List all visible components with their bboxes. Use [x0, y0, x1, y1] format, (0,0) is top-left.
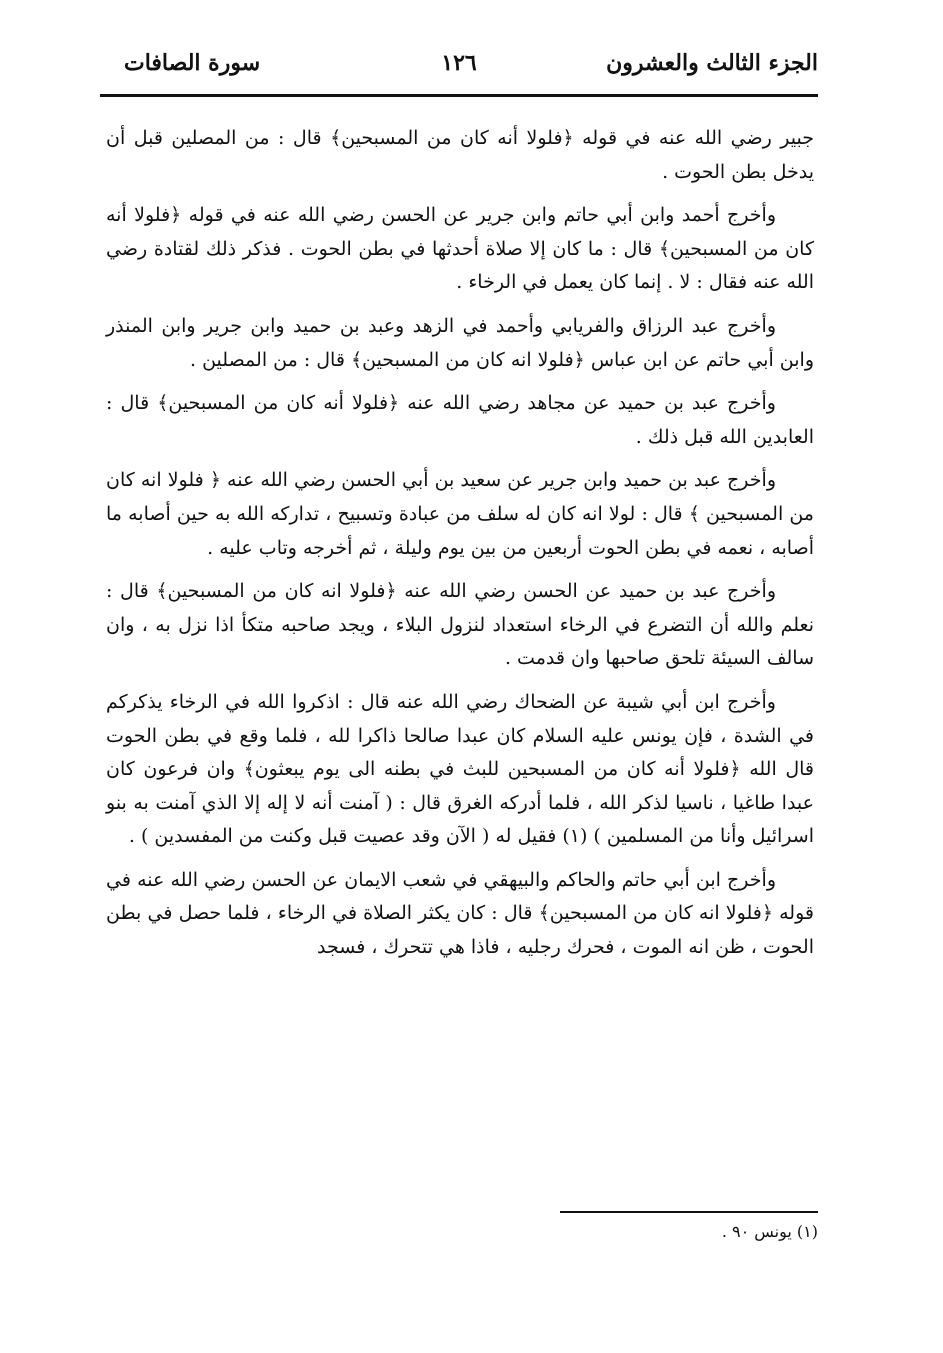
- surah-title: سورة الصافات: [124, 50, 261, 76]
- header-divider: [100, 94, 818, 97]
- page-header: [100, 42, 818, 90]
- paragraph: وأخرج ابن أبي شيبة عن الضحاك رضي الله عنه قال : اذكروا الله في الرخاء يذكركم في الشدة ، فإن يونس عليه السلام كان عبدا صالحا ذاكرا لله ، فلما وقع في بطن الحوت قال الله ﴿فلولا أنه كان من المسبحين للبث في بطنه الى يوم يبعثون﴾ وان فرعون كان عبدا طاغيا ، ناسيا لذكر الله ، فلما أدركه الغرق قال : ( آمنت أنه لا إله إلا الذي آمنت به بنو اسرائيل وأنا من المسلمين ) (١) فقيل له ( الآن وقد عصيت قبل وكنت من المفسدين ) .: [106, 690, 814, 848]
- paragraph: وأخرج عبد بن حميد عن الحسن رضي الله عنه ﴿فلولا انه كان من المسبحين﴾ قال : نعلم والله أن التضرع في الرخاء استعداد لنزول البلاء ، ويجد صاحبه متكأ اذا نزل به ، وان سالف السيئة تلحق صاحبها وان قدمت .: [106, 580, 814, 670]
- part-title: الجزء الثالث والعشرون: [606, 50, 818, 76]
- paragraph: وأخرج عبد الرزاق والفريابي وأحمد في الزهد وعبد بن حميد وابن جرير وابن المنذر وابن أبي حاتم عن ابن عباس ﴿فلولا انه كان من المسبحين﴾ قال : من المصلين .: [106, 314, 814, 371]
- paragraph: وأخرج ابن أبي حاتم والحاكم والبيهقي في شعب الايمان عن الحسن رضي الله عنه في قوله ﴿فلولا انه كان من المسبحين﴾ قال : كان يكثر الصلاة في الرخاء ، فلما حصل في بطن الحوت ، ظن انه الموت ، فحرك رجليه ، فاذا هي تتحرك ، فسجد: [106, 868, 814, 959]
- paragraph: وأخرج عبد بن حميد وابن جرير عن سعيد بن أبي الحسن رضي الله عنه ﴿ فلولا انه كان من المسبحين ﴾ قال : لولا انه كان له سلف من عبادة وتسبيح ، تداركه الله به حين أصابه ما أصابه ، نعمه في بطن الحوت أربعين من بين يوم وليلة ، ثم أخرجه وتاب عليه .: [106, 469, 814, 559]
- paragraph: جبير رضي الله عنه في قوله ﴿فلولا أنه كان من المسبحين﴾ قال : من المصلين قبل أن يدخل بطن الحوت .: [106, 127, 814, 183]
- paragraph: وأخرج عبد بن حميد عن مجاهد رضي الله عنه ﴿فلولا أنه كان من المسبحين﴾ قال : العابدين الله قبل ذلك .: [106, 392, 814, 448]
- paragraph: وأخرج أحمد وابن أبي حاتم وابن جرير عن الحسن رضي الله عنه في قوله ﴿فلولا أنه كان من المسبحين﴾ قال : ما كان إلا صلاة أحدثها في بطن الحوت . فذكر ذلك لقتادة رضي الله عنه فقال : لا . إنما كان يعمل في الرخاء .: [106, 204, 814, 294]
- page-number: ١٢٦: [441, 50, 477, 76]
- footnote: (١) يونس ٩٠ .: [721, 1222, 818, 1241]
- body-text: [106, 122, 814, 975]
- footnote-divider: [560, 1211, 818, 1213]
